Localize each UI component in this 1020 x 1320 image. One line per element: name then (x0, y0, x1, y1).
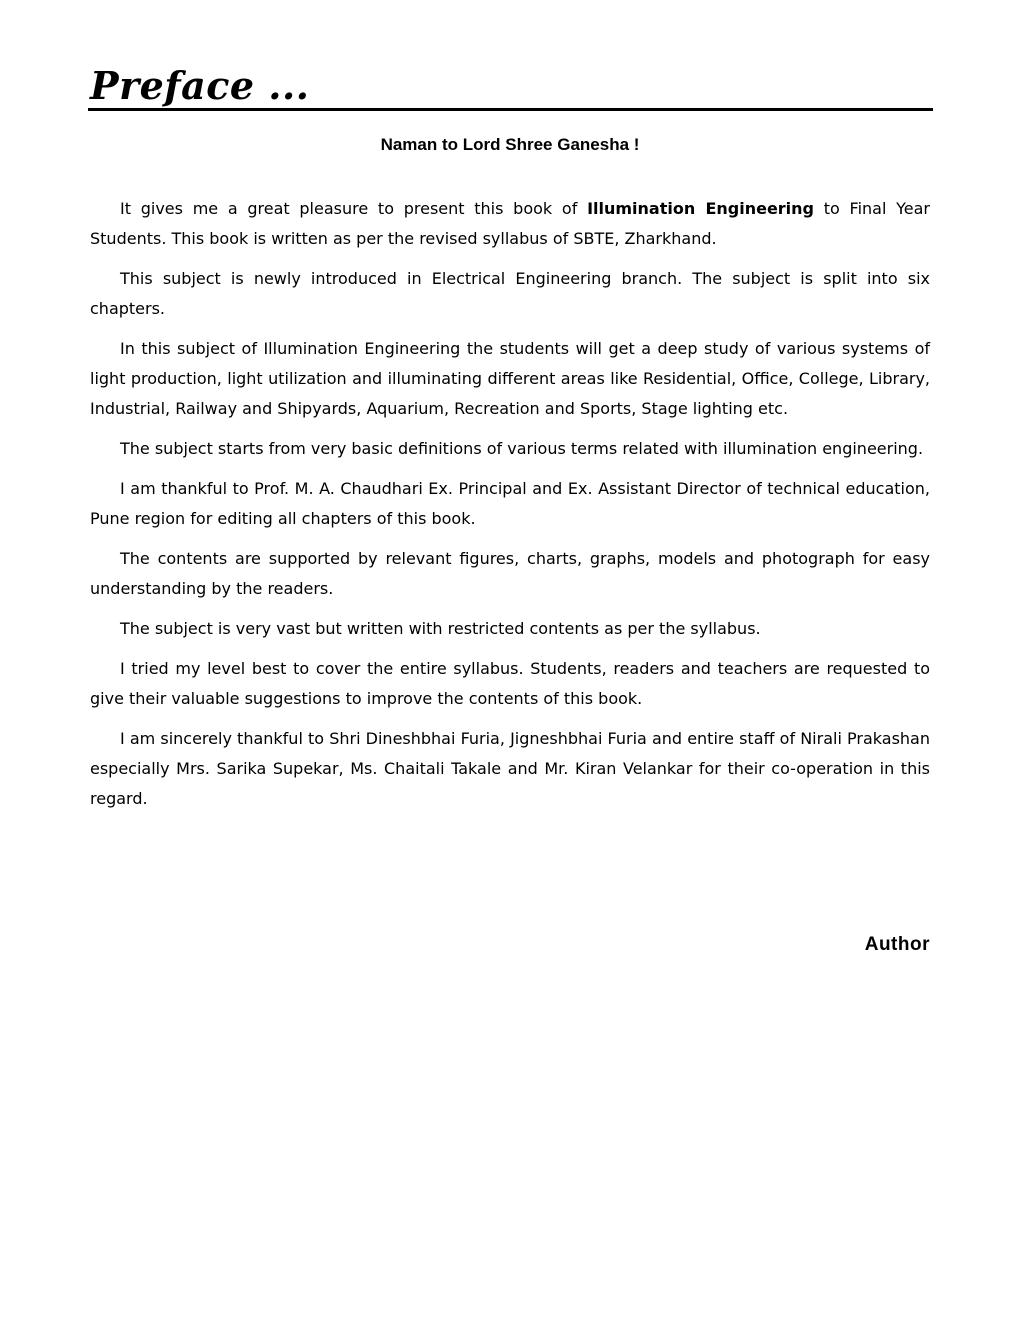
paragraph-1-rest: to Final Year Students. This book is written as per the revised syllabus of SBTE, Zharkhand. (90, 199, 931, 248)
paragraph-9: I am sincerely thankful to Shri Dineshbhai Furia, Jigneshbhai Furia and entire staff of Nirali Prakashan especially Mrs. Sarika Supekar, Ms. Chaitali Takale and Mr. Kiran Velankar for their co-operation in this regard. (90, 729, 930, 808)
dedication-line: Naman to Lord Shree Ganesha ! (380, 135, 640, 154)
title-divider (88, 108, 933, 111)
preface-body (90, 194, 930, 824)
paragraph-5: I am thankful to Prof. M. A. Chaudhari Ex. Principal and Ex. Assistant Director of technical education, Pune region for editing all chapters of this book. (90, 479, 930, 528)
paragraph-1 (90, 194, 930, 254)
paragraph-7: The subject is very vast but written with restricted contents as per the syllabus. (120, 619, 761, 638)
paragraph-4: The subject starts from very basic definitions of various terms related with illumination engineering. (120, 439, 924, 458)
page-title: Preface ... (90, 63, 310, 108)
paragraph-2: This subject is newly introduced in Electrical Engineering branch. The subject is split into six chapters. (90, 269, 930, 318)
paragraph-1-intro: It gives me a great pleasure to present this book of (120, 199, 588, 218)
paragraph-3: In this subject of Illumination Engineering the students will get a deep study of various systems of light production, light utilization and illuminating different areas like Residential, Office, College, Library, Industrial, Railway and Shipyards, Aquarium, Recreation and Sports, Stage lighting etc. (90, 339, 930, 418)
paragraph-8: I tried my level best to cover the entire syllabus. Students, readers and teachers are requested to give their valuable suggestions to improve the contents of this book. (90, 659, 930, 708)
book-title-emphasis: Illumination Engineering (587, 199, 815, 218)
author-signature: Author (864, 934, 930, 955)
paragraph-6: The contents are supported by relevant figures, charts, graphs, models and photograph for easy understanding by the readers. (90, 549, 930, 598)
